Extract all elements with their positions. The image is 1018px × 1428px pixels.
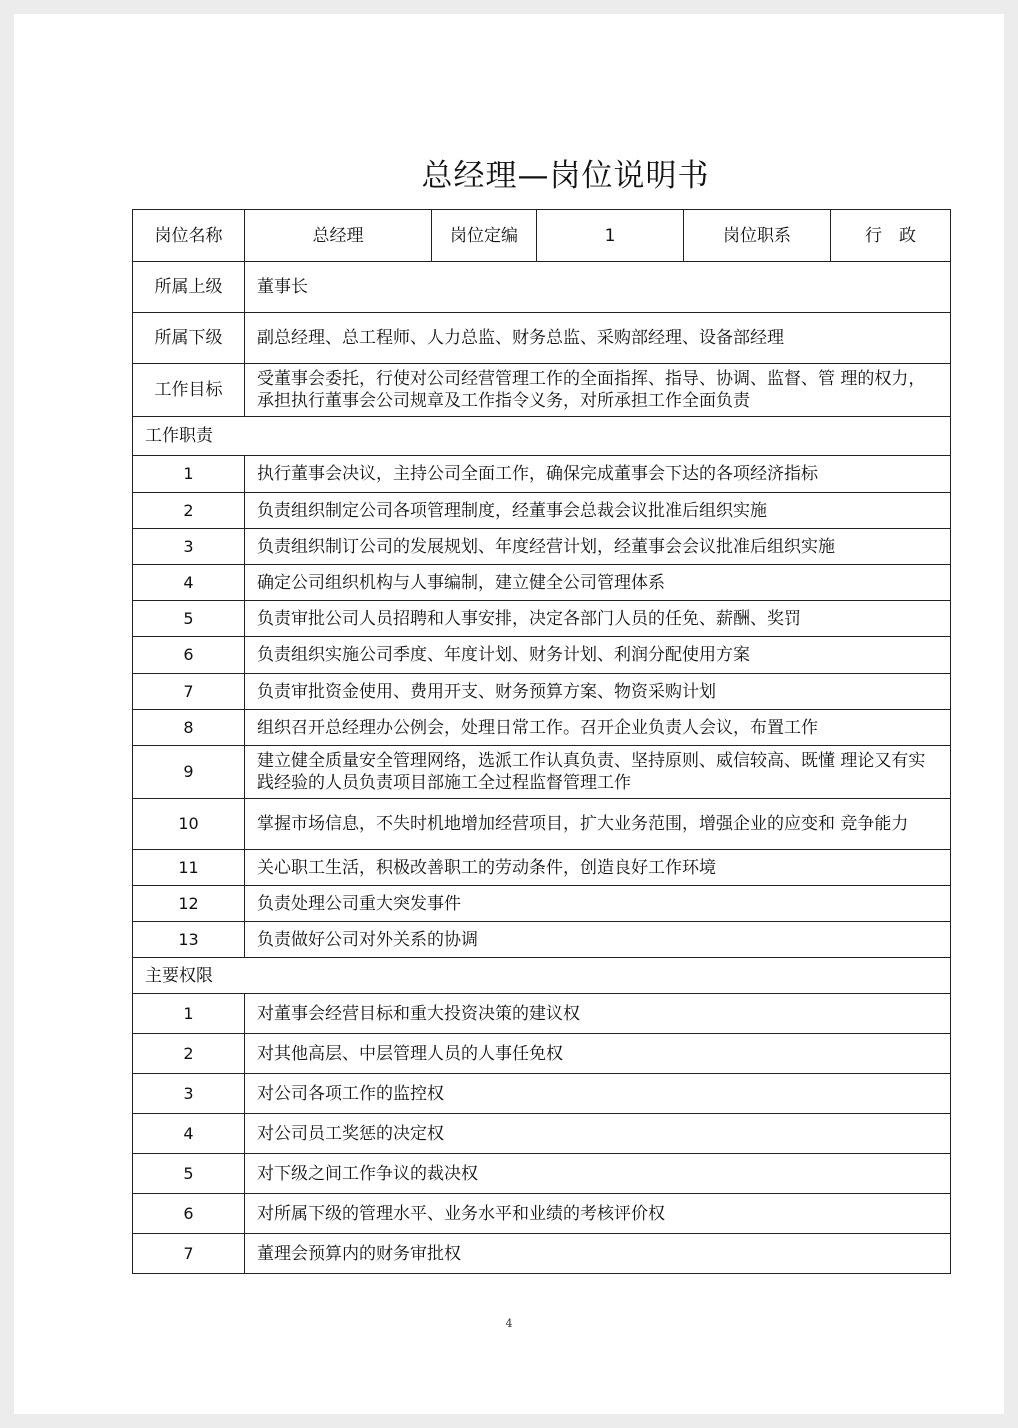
item-text: 董理会预算内的财务审批权 [245,1234,951,1274]
item-number: 13 [133,922,245,958]
item-text: 负责审批资金使用、费用开支、财务预算方案、物资采购计划 [245,674,951,710]
item-text: 对所属下级的管理水平、业务水平和业绩的考核评价权 [245,1194,951,1234]
item-text: 对其他高层、中层管理人员的人事任免权 [245,1034,951,1074]
table-row [133,1034,951,1074]
goal-label: 工作目标 [133,364,245,417]
goal-row [133,364,951,417]
table-row [133,710,951,746]
subordinate-row [133,313,951,364]
item-number: 2 [133,493,245,529]
item-text: 负责组织制定公司各项管理制度，经董事会总裁会议批准后组织实施 [245,493,951,529]
position-name-value: 总经理 [245,210,432,262]
table-row [133,1154,951,1194]
category-label: 岗位职系 [684,210,831,262]
item-number: 1 [133,994,245,1034]
item-number: 3 [133,529,245,565]
subordinate-label: 所属下级 [133,313,245,364]
category-value: 行 政 [831,210,951,262]
authorities-list [133,994,951,1274]
table-row [133,994,951,1034]
item-text: 对公司各项工作的监控权 [245,1074,951,1114]
item-text: 负责做好公司对外关系的协调 [245,922,951,958]
table-row [133,1234,951,1274]
item-number: 11 [133,850,245,886]
item-text: 组织召开总经理办公例会，处理日常工作。召开企业负责人会议，布置工作 [245,710,951,746]
table-row [133,1074,951,1114]
table-row [133,565,951,601]
table-row [133,922,951,958]
page-number: 4 [505,1317,513,1330]
table-row [133,529,951,565]
duties-list [133,456,951,958]
item-number: 10 [133,799,245,850]
item-number: 2 [133,1034,245,1074]
item-text: 掌握市场信息，不失时机地增加经营项目，扩大业务范围，增强企业的应变和 竞争能力 [245,799,951,850]
item-text: 关心职工生活，积极改善职工的劳动条件，创造良好工作环境 [245,850,951,886]
table-row [133,850,951,886]
item-number: 6 [133,1194,245,1234]
item-number: 5 [133,1154,245,1194]
item-text: 对公司员工奖惩的决定权 [245,1114,951,1154]
item-text: 负责组织制订公司的发展规划、年度经营计划，经董事会会议批准后组织实施 [245,529,951,565]
document-page [14,14,1004,1414]
table-row [133,886,951,922]
item-text: 建立健全质量安全管理网络，选派工作认真负责、坚持原则、威信较高、既懂 理论又有实践经验的人员负责项目部施工全过程监督管理工作 [245,746,951,799]
superior-value: 董事长 [245,262,951,313]
item-number: 1 [133,456,245,493]
item-number: 8 [133,710,245,746]
item-text: 对下级之间工作争议的裁决权 [245,1154,951,1194]
item-number: 12 [133,886,245,922]
position-info-row [133,210,951,262]
table-row [133,1194,951,1234]
subordinate-value: 副总经理、总工程师、人力总监、财务总监、采购部经理、设备部经理 [245,313,951,364]
table-row [133,1114,951,1154]
page-title: 总经理—岗位说明书 [421,158,710,194]
duties-section-label: 工作职责 [133,417,951,456]
job-description-table [132,209,951,1274]
table-row [133,799,951,850]
headcount-label: 岗位定编 [432,210,537,262]
position-name-label: 岗位名称 [133,210,245,262]
table-row [133,601,951,637]
item-text: 执行董事会决议，主持公司全面工作，确保完成董事会下达的各项经济指标 [245,456,951,493]
table-row [133,493,951,529]
item-text: 负责审批公司人员招聘和人事安排，决定各部门人员的任免、薪酬、奖罚 [245,601,951,637]
goal-value: 受董事会委托，行使对公司经营管理工作的全面指挥、指导、协调、监督、管 理的权力，承担执行董事会公司规章及工作指令义务，对所承担工作全面负责 [245,364,951,417]
authorities-section-label: 主要权限 [133,958,951,994]
item-number: 4 [133,565,245,601]
item-number: 3 [133,1074,245,1114]
item-text: 负责处理公司重大突发事件 [245,886,951,922]
item-number: 7 [133,1234,245,1274]
table-row [133,456,951,493]
item-number: 7 [133,674,245,710]
authorities-section-row [133,958,951,994]
item-text: 负责组织实施公司季度、年度计划、财务计划、利润分配使用方案 [245,637,951,674]
superior-row [133,262,951,313]
table-row [133,674,951,710]
headcount-value: 1 [537,210,684,262]
item-number: 4 [133,1114,245,1154]
table-row [133,637,951,674]
duties-section-row [133,417,951,456]
item-number: 6 [133,637,245,674]
item-number: 9 [133,746,245,799]
table-row [133,746,951,799]
item-number: 5 [133,601,245,637]
item-text: 对董事会经营目标和重大投资决策的建议权 [245,994,951,1034]
item-text: 确定公司组织机构与人事编制，建立健全公司管理体系 [245,565,951,601]
superior-label: 所属上级 [133,262,245,313]
